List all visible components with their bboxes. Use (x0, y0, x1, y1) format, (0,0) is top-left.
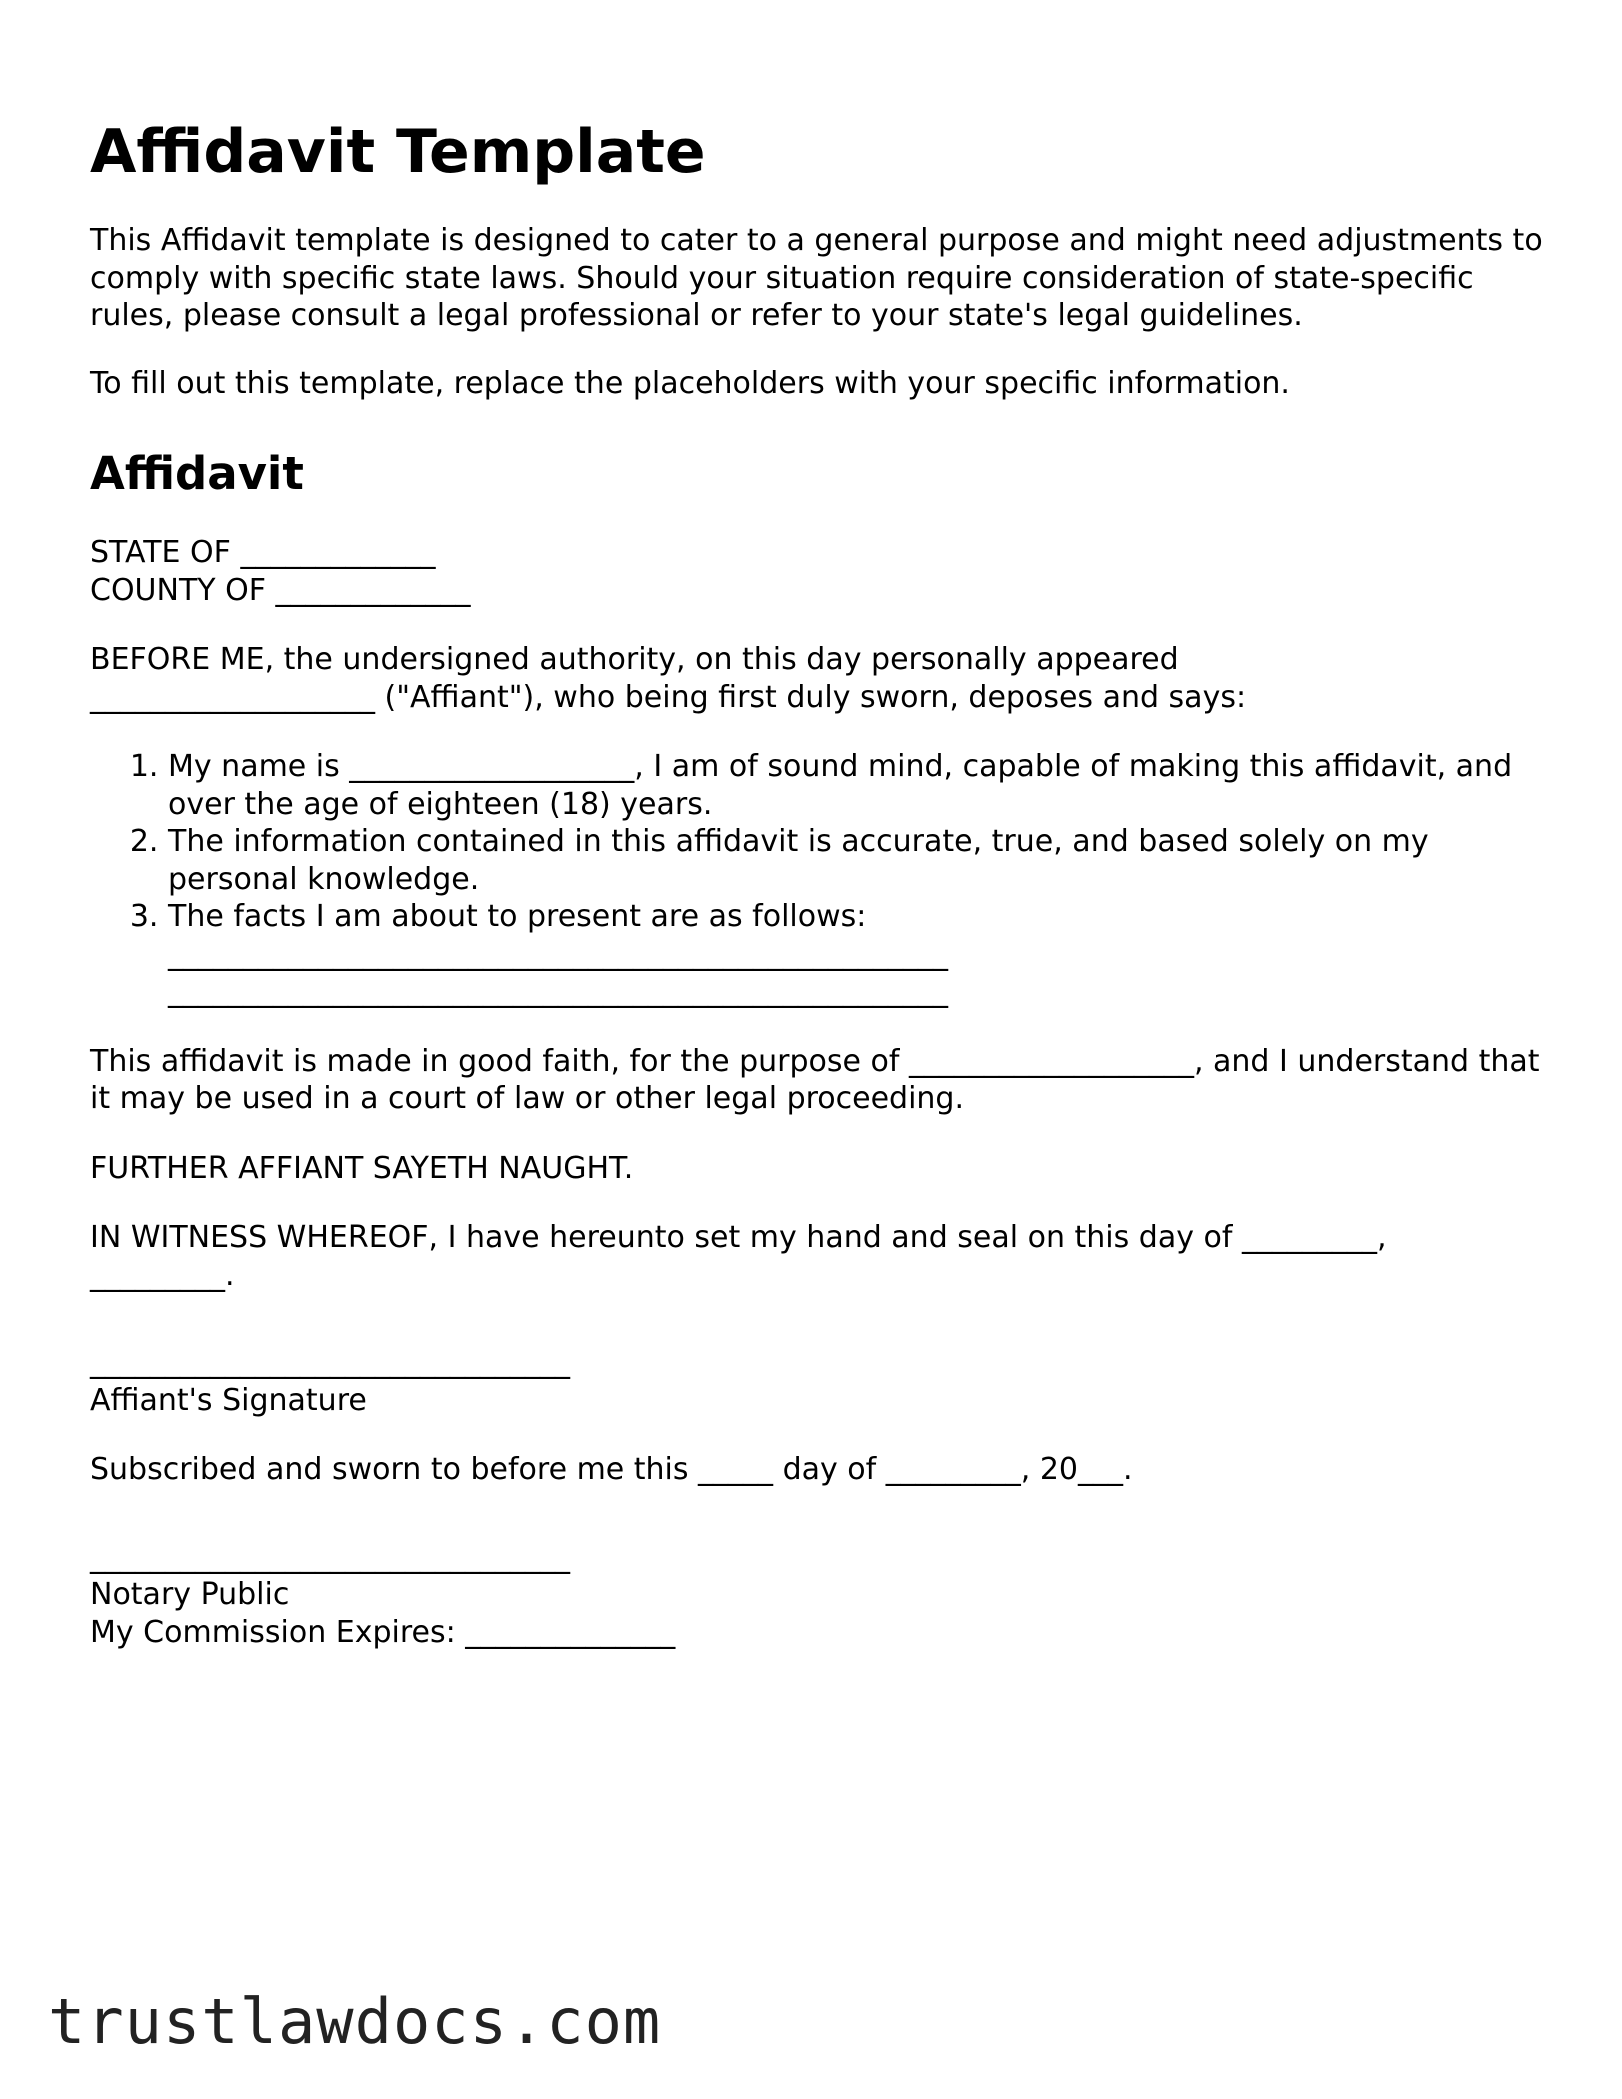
section-heading: Affidavit (90, 447, 304, 500)
county-line: COUNTY OF _____________ (90, 572, 471, 608)
subscribed-line: Subscribed and sworn to before me this _____ day of _________, 20___. (90, 1452, 1133, 1487)
document-title: Affidavit Template (90, 117, 706, 187)
statement-item-3-text: 3. The facts I am about to present are as follows: (168, 899, 867, 934)
further-affiant-line: FURTHER AFFIANT SAYETH NAUGHT. (90, 1150, 634, 1186)
appearance-paragraph (90, 641, 1550, 716)
good-faith-paragraph: This affidavit is made in good faith, for the purpose of ___________________, and I understand that it may be used in a court of law or other legal proceeding. (90, 1043, 1540, 1116)
state-line: STATE OF _____________ (90, 535, 436, 570)
statement-item-2: 2. The information contained in this affidavit is accurate, true, and based solely on my personal knowledge. (168, 823, 1550, 898)
notary-signature-line: ________________________________ (90, 1539, 570, 1575)
commission-expires-line: My Commission Expires: ______________ (90, 1614, 676, 1650)
appearance-line-2: ___________________ ("Affiant"), who being first duly sworn, deposes and says: (90, 679, 1247, 715)
statement-item-3 (168, 898, 1550, 1011)
affiant-signature-block (90, 1344, 1550, 1419)
facts-blank-2: ____________________________________________________ (168, 974, 948, 1009)
facts-blank-1: ____________________________________________________ (168, 936, 948, 972)
footer-watermark: trustlawdocs.com (48, 1985, 662, 2058)
statements-list (90, 748, 1550, 1011)
affiant-signature-label: Affiant's Signature (90, 1382, 367, 1418)
witness-paragraph (90, 1219, 1550, 1294)
instructions-paragraph: To fill out this template, replace the placeholders with your specific information. (90, 365, 1290, 401)
witness-line-2: _________. (90, 1257, 235, 1293)
appearance-line-1: BEFORE ME, the undersigned authority, on this day personally appeared (90, 642, 1179, 677)
affiant-signature-line: ________________________________ (90, 1345, 570, 1380)
notary-label: Notary Public (90, 1577, 290, 1612)
statement-item-1: 1. My name is ___________________, I am of sound mind, capable of making this affidavit, and over the age of eighteen (18) years. (168, 748, 1550, 823)
venue-block (90, 534, 1550, 609)
witness-line-1: IN WITNESS WHEREOF, I have hereunto set my hand and seal on this day of _________, (90, 1220, 1387, 1255)
affidavit-document (90, 110, 1550, 1683)
notary-block (90, 1539, 1550, 1652)
intro-paragraph: This Affidavit template is designed to cater to a general purpose and might need adjustments to comply with specific state laws. Should your situation require consideration of state-specific rules, please consult a legal professional or refer to your state's legal guidelines. (90, 223, 1543, 333)
